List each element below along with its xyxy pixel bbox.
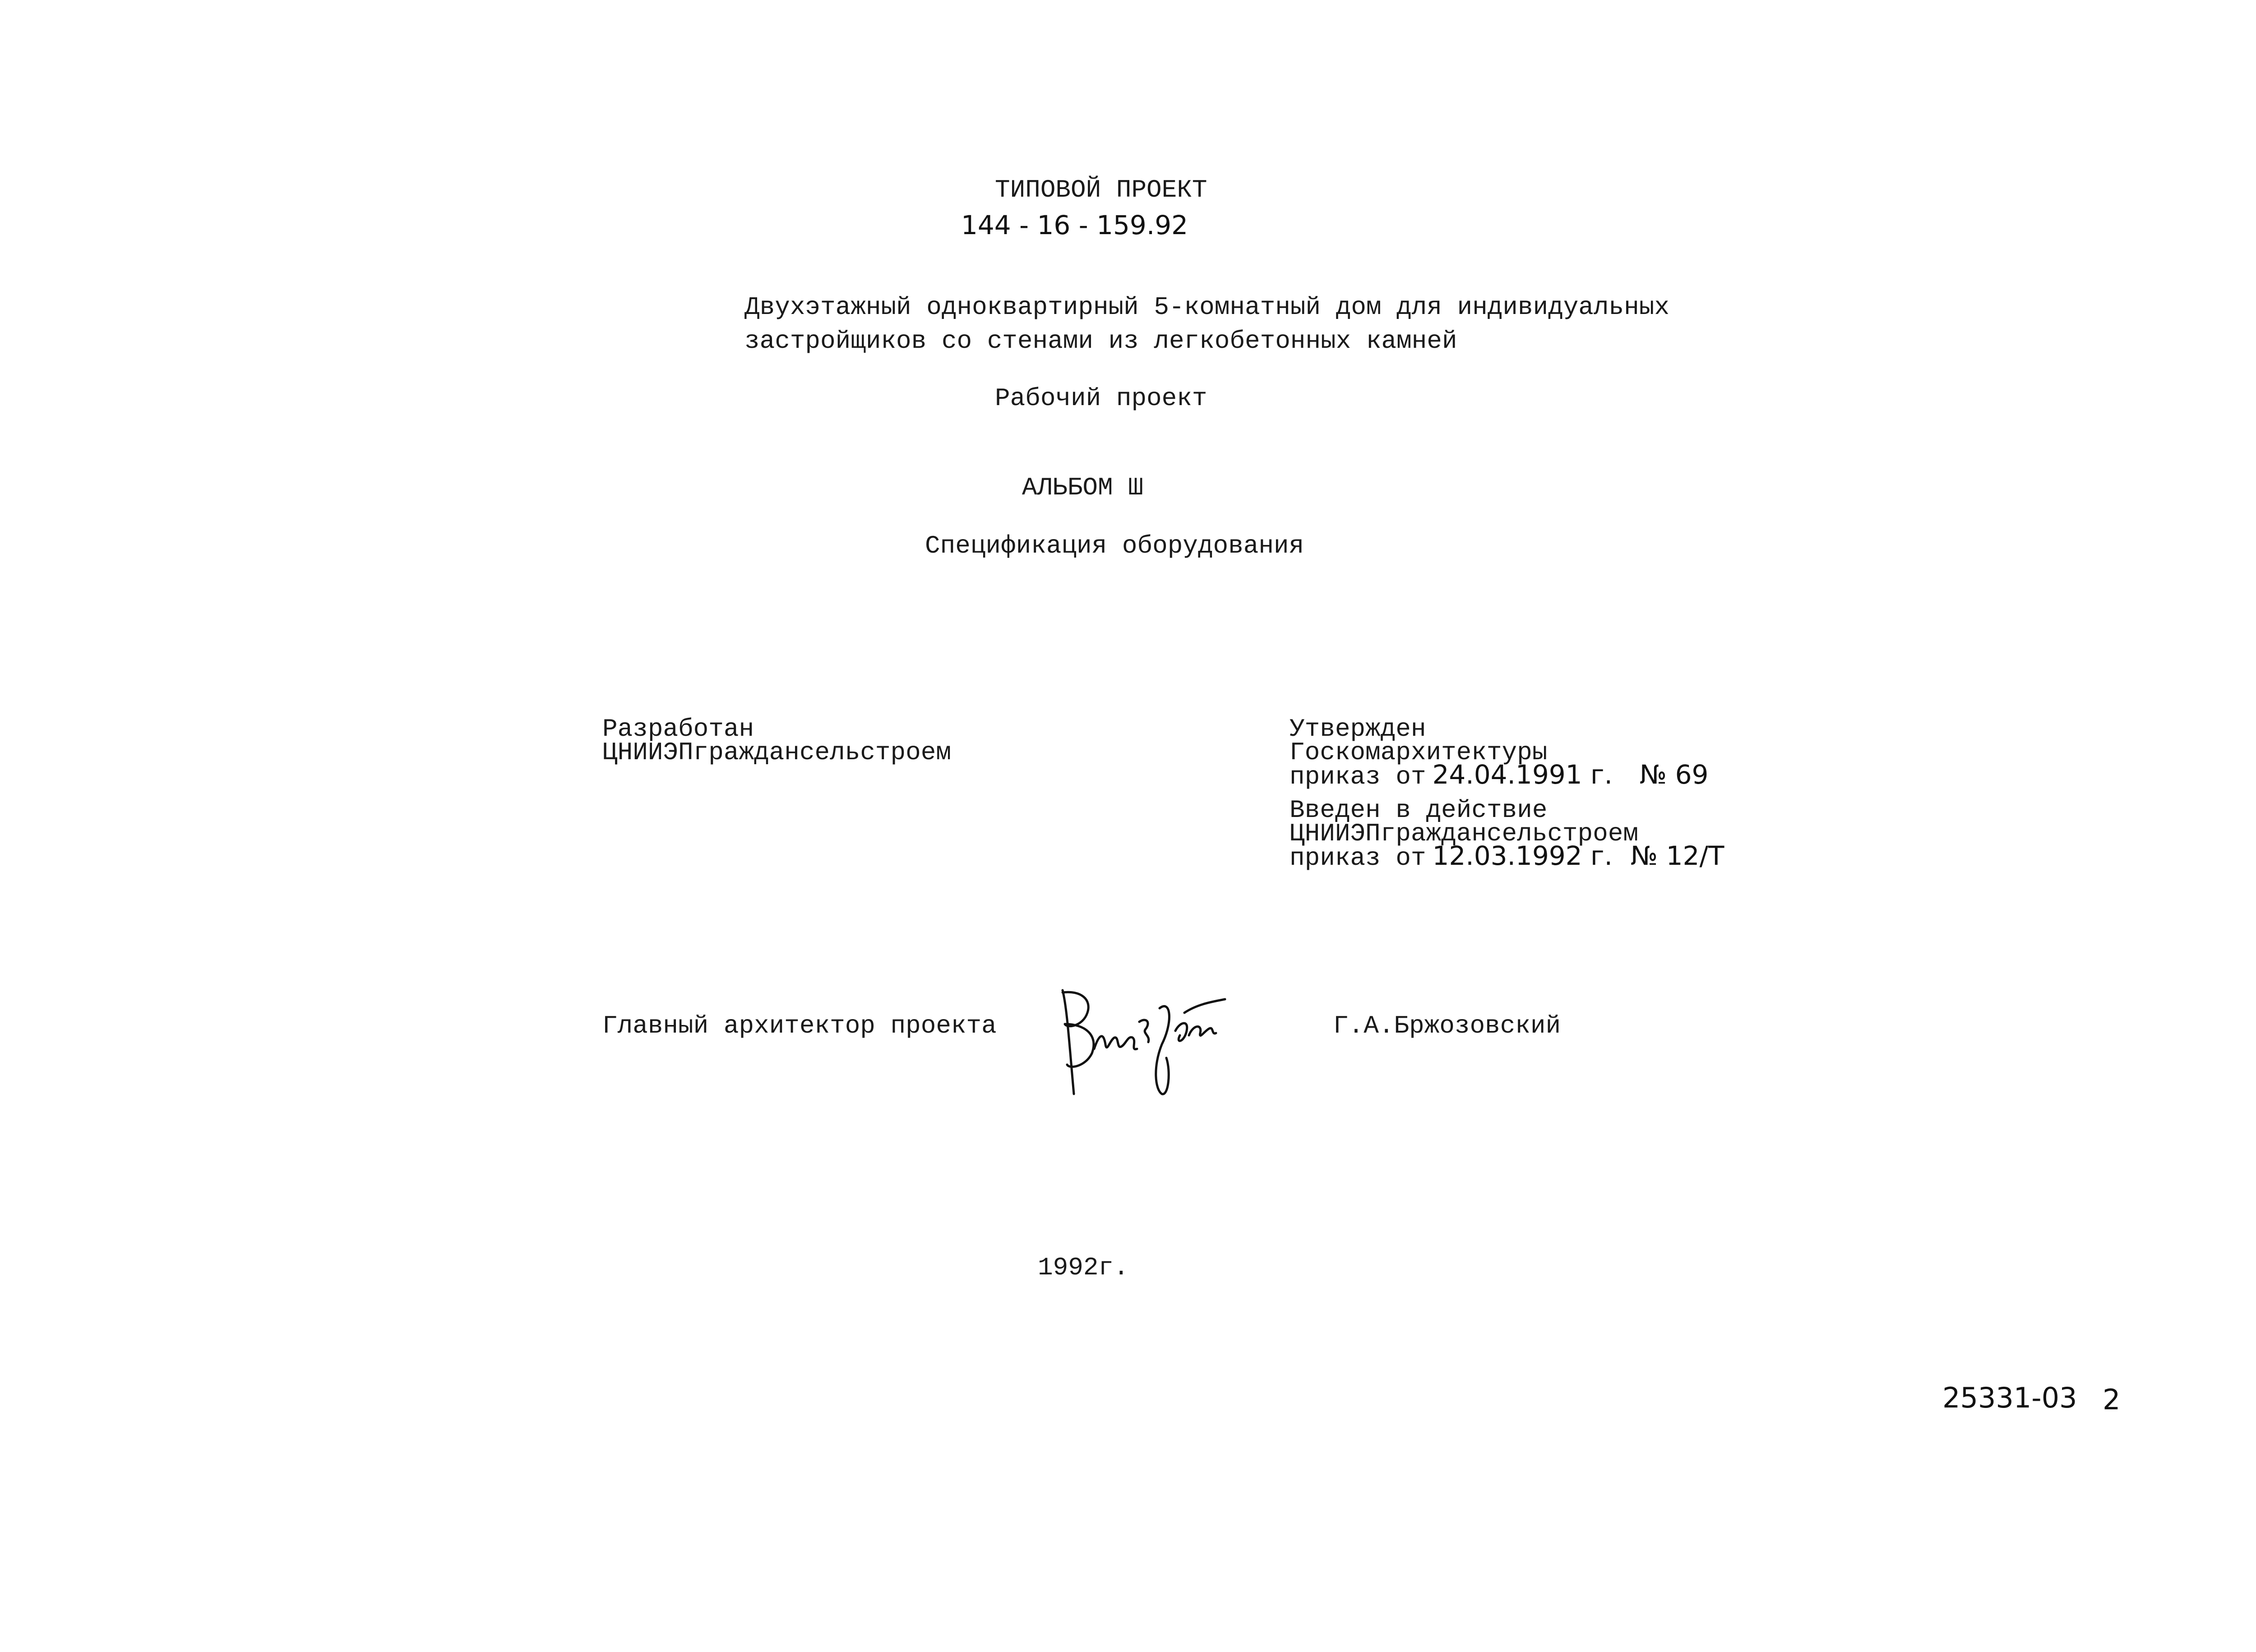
approved-order-prefix: приказ от — [1290, 762, 1426, 791]
album-contents: Спецификация оборудования — [925, 531, 1304, 560]
approved-order-date: 24.04.1991 г. — [1432, 759, 1613, 790]
doc-type: ТИПОВОЙ ПРОЕКТ — [995, 175, 1207, 204]
project-title-line-1: Двухэтажный одноквартирный 5-комнатный дом для индивидуальных — [744, 293, 1669, 322]
chief-architect-name: Г.А.Бржозовский — [1333, 1011, 1561, 1040]
archive-code: 25331-03 — [1942, 1381, 2077, 1414]
issue-year: 1992г. — [1038, 1253, 1129, 1282]
enacted-order-prefix: приказ от — [1290, 844, 1426, 872]
project-title-line-2: застройщиков со стенами из легкобетонных камней — [744, 327, 1457, 355]
approved-org: Госкомархитектуры — [1290, 738, 1548, 767]
project-stage: Рабочий проект — [995, 384, 1207, 413]
approved-order-number: № 69 — [1639, 759, 1709, 790]
signature — [1049, 981, 1230, 1107]
chief-architect-role: Главный архитектор проекта — [602, 1011, 997, 1040]
enacted-order — [1290, 840, 1724, 872]
developed-org: ЦНИИЭПграждансельстроем — [602, 738, 951, 767]
page-number: 2 — [2103, 1383, 2121, 1416]
enacted-label: Введен в действие — [1290, 796, 1548, 825]
approved-label: Утвержден — [1290, 715, 1426, 743]
album-number: АЛЬБОМ Ш — [1022, 473, 1143, 502]
enacted-org: ЦНИИЭПграждансельстроем — [1290, 819, 1638, 848]
enacted-order-date: 12.03.1992 г. — [1432, 840, 1613, 871]
approved-order — [1290, 761, 1708, 789]
developed-label: Разработан — [602, 715, 754, 743]
project-number: 144 - 16 - 159.92 — [961, 210, 1188, 240]
enacted-order-number: № 12/Т — [1630, 840, 1724, 871]
